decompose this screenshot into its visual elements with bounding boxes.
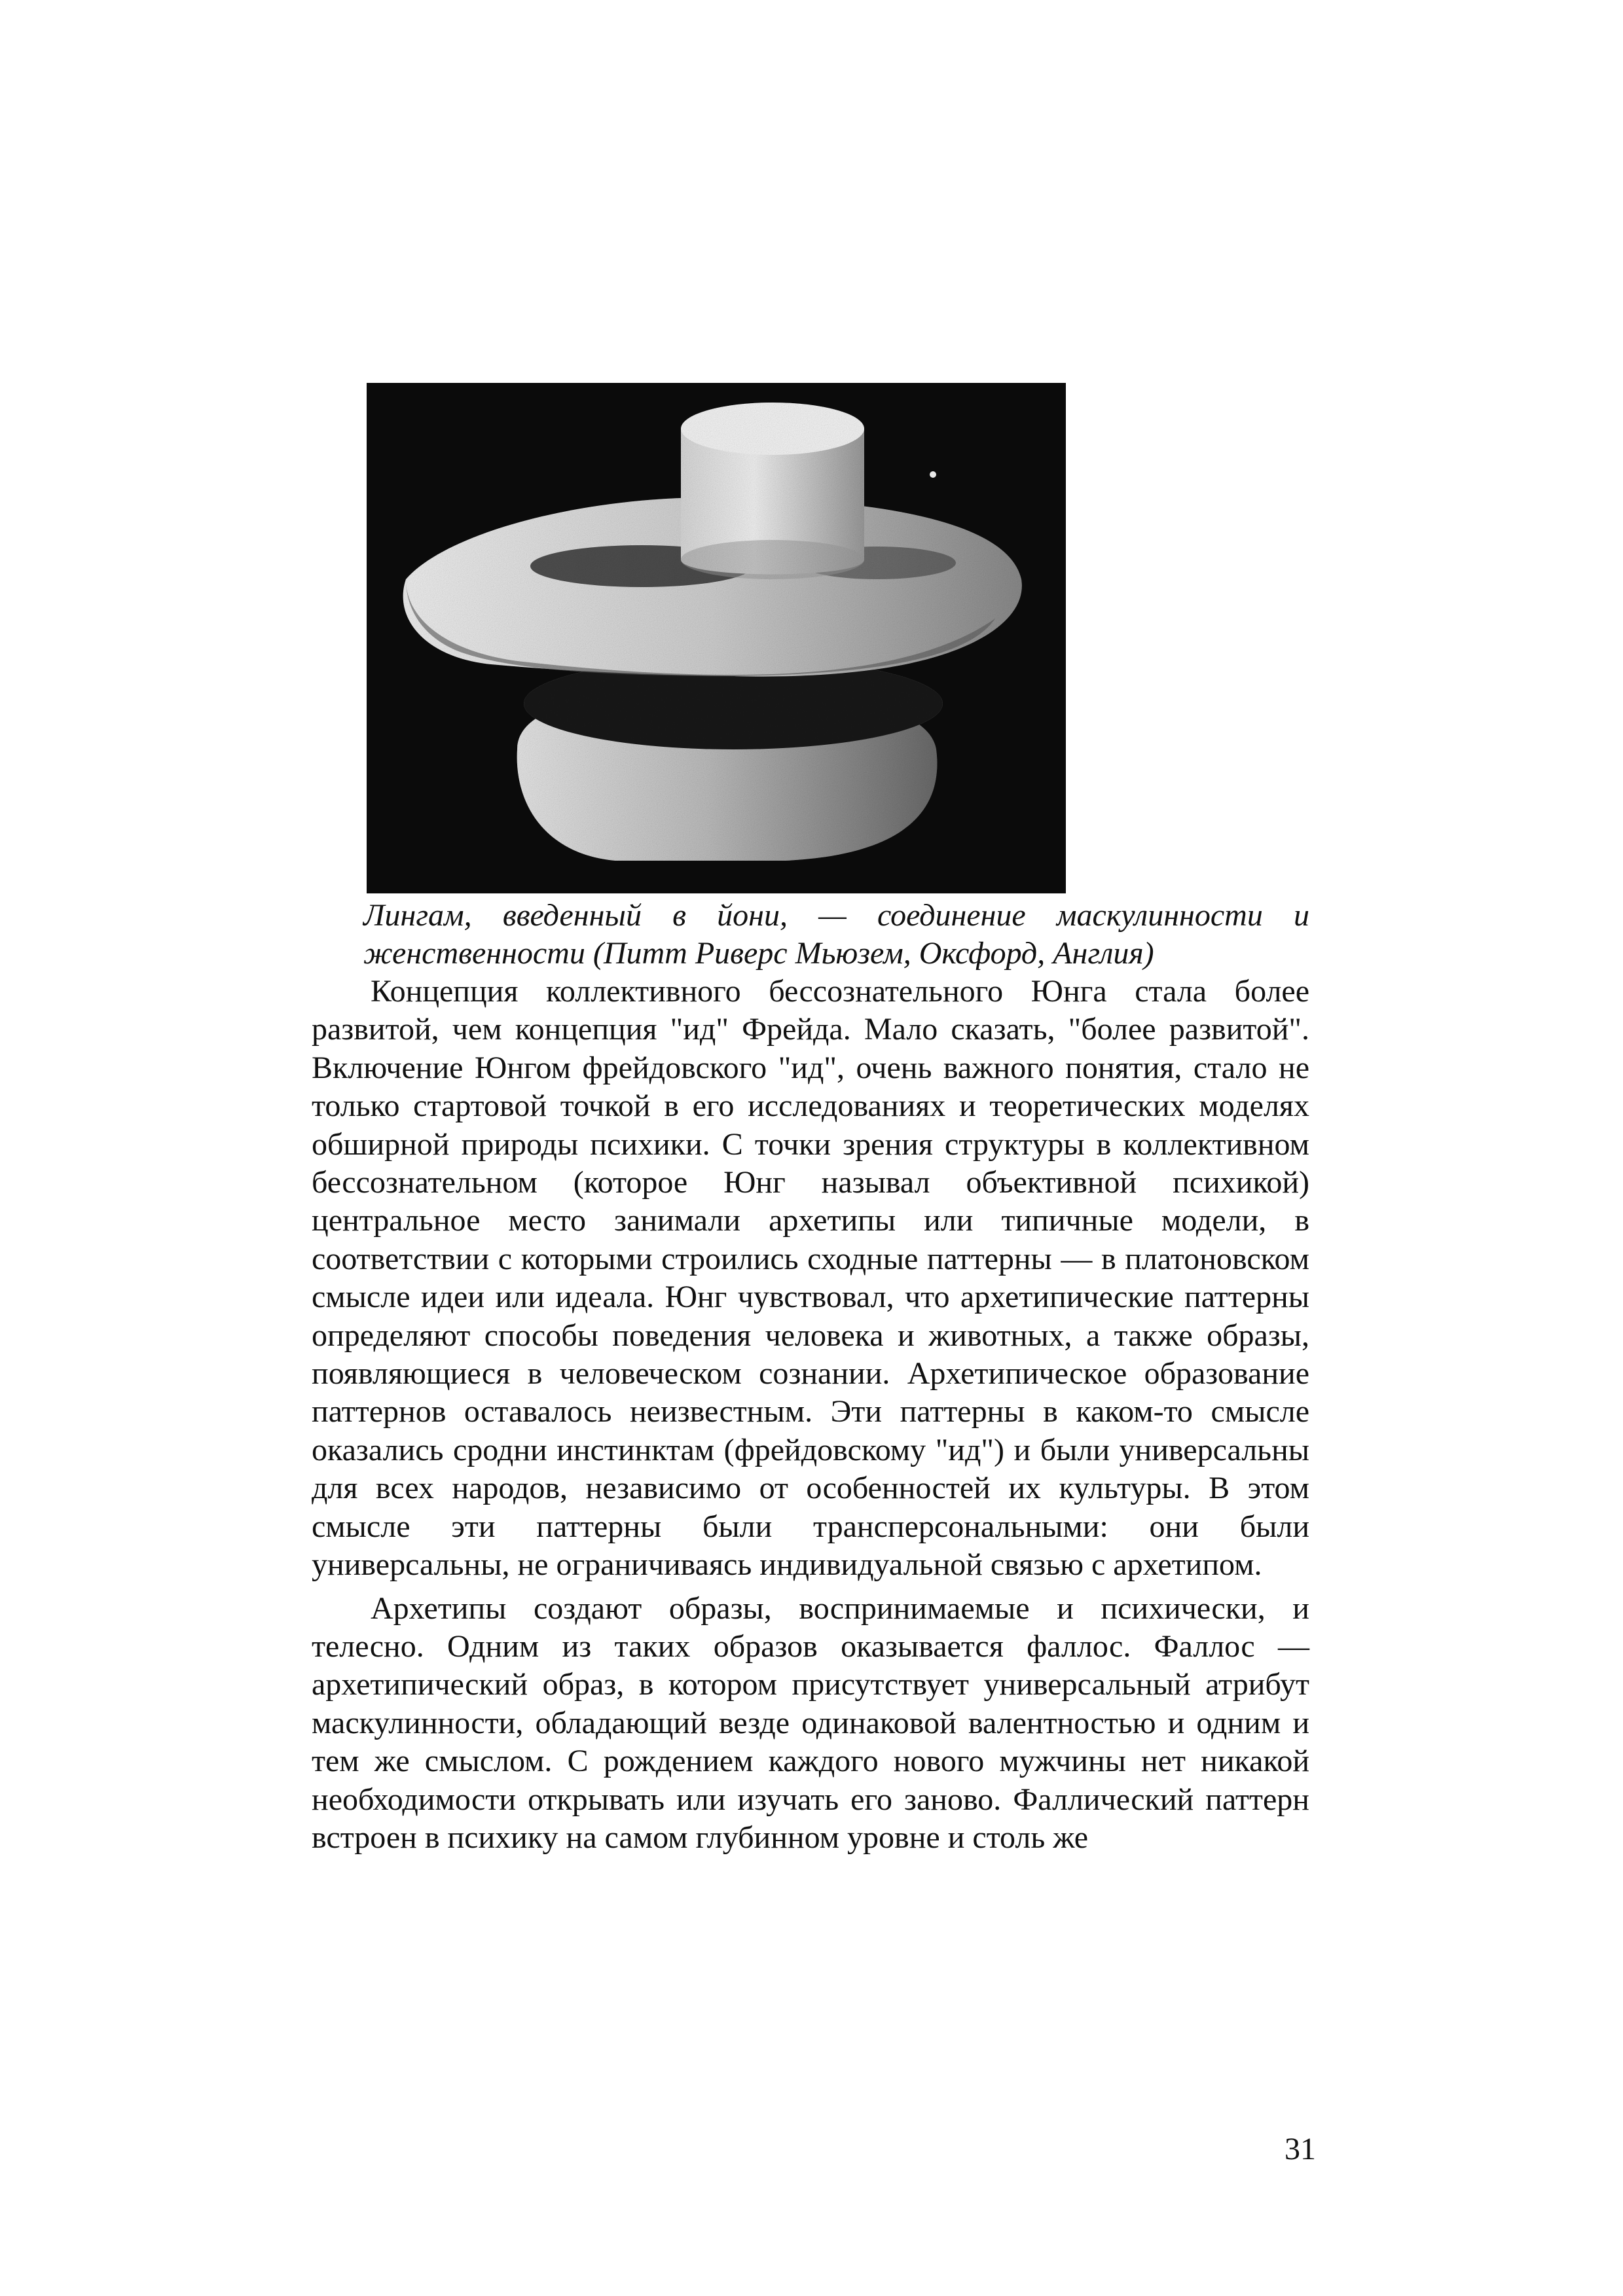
figure-caption: Лингам, введенный в йони, — соединение маскулинности и женственности (Питт Риверс Мьюзем, Оксфорд, Англия) bbox=[363, 898, 1309, 971]
page-number: 31 bbox=[1285, 2132, 1316, 2166]
paragraph: Концепция коллективного бессознательного Юнга стала более развитой, чем концепция "ид" Фрейда. Мало сказать, "более развитой". Включение Юнгом фрейдовского "ид", очень важного понятия, стало не только стартовой точкой в его исследованиях и теоретических моделях обширной природы психики. С точки зрения структуры в коллективном бессознательном (которое Юнг называл объективной психикой) центральное место занимали архетипы или типичные модели, в соответствии с которыми строились сходные паттерны — в платоновском смысле идеи или идеала. Юнг чувствовал, что архетипические паттерны определяют способы поведения человека и животных, а также образы, появляющиеся в человеческом сознании. Архетипическое образование паттернов оставалось неизвестным. Эти паттерны в каком-то смысле оказались сродни инстинктам (фрейдовскому "ид") и были универсальны для всех народов, независимо от особенностей их культуры. В этом смысле эти паттерны были трансперсональными: они были универсальны, не ограничиваясь индивидуальной связью с архетипом. bbox=[312, 974, 1309, 1583]
paragraph: Архетипы создают образы, воспринимаемые и психически, и телесно. Одним из таких образов оказывается фаллос. Фаллос — архетипический образ, в котором присутствует универсальный атрибут маскулинности, обладающий везде одинаковой валентностью и одним и тем же смыслом. С рождением каждого нового мужчины нет никакой необходимости открывать или изучать его заново. Фаллический паттерн встроен в психику на самом глубинном уровне и столь же bbox=[312, 1590, 1309, 1855]
body-text bbox=[312, 973, 1309, 1862]
lingam-yoni-photo bbox=[367, 383, 1066, 893]
photo-illustration bbox=[367, 383, 1066, 893]
